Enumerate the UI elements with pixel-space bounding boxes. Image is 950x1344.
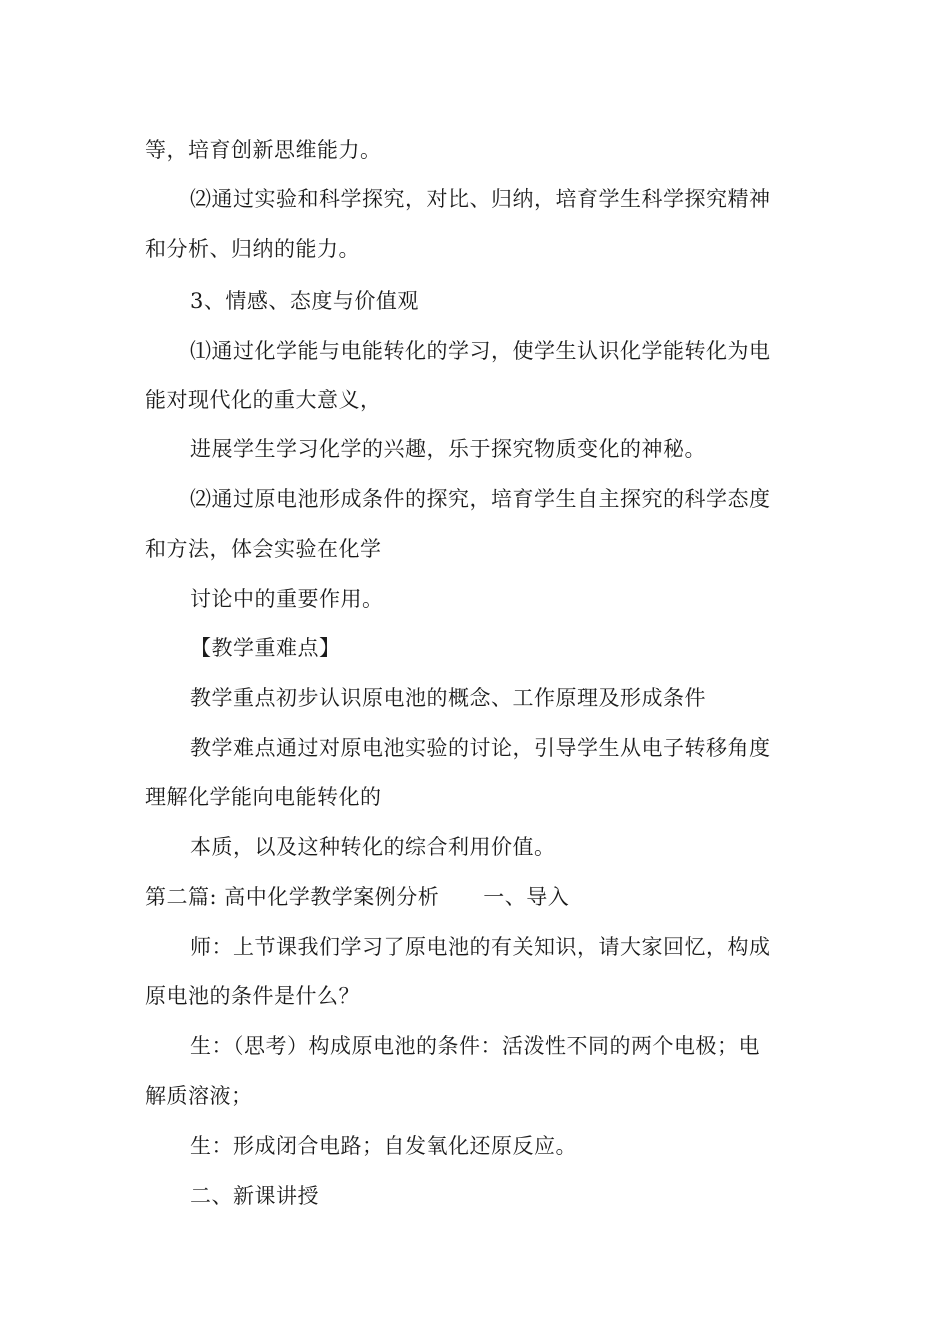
text-line: 和方法，体会实验在化学 bbox=[145, 537, 382, 561]
section-heading: 二、新课讲授 bbox=[190, 1184, 319, 1208]
text-line: ⑵通过原电池形成条件的探究，培育学生自主探究的科学态度 bbox=[190, 487, 771, 511]
text-line: 讨论中的重要作用。 bbox=[190, 587, 384, 611]
text-line: 等，培育创新思维能力。 bbox=[145, 138, 382, 162]
text-line: 解质溶液； bbox=[145, 1084, 253, 1108]
text-line: 进展学生学习化学的兴趣，乐于探究物质变化的神秘。 bbox=[190, 437, 706, 461]
section-heading: 一、导入 bbox=[483, 885, 570, 909]
text-line: 能对现代化的重大意义， bbox=[145, 388, 382, 412]
text-line: 和分析、归纳的能力。 bbox=[145, 237, 360, 261]
text-line: 理解化学能向电能转化的 bbox=[145, 785, 382, 809]
text-line: 生：形成闭合电路；自发氧化还原反应。 bbox=[190, 1134, 577, 1158]
text-line: ⑴通过化学能与电能转化的学习，使学生认识化学能转化为电 bbox=[190, 339, 771, 363]
text-line: 教学重点初步认识原电池的概念、工作原理及形成条件 bbox=[190, 686, 706, 710]
text-line: 原电池的条件是什么？ bbox=[145, 984, 360, 1008]
section-heading: 3、情感、态度与价值观 bbox=[190, 289, 419, 313]
text-line: 教学难点通过对原电池实验的讨论，引导学生从电子转移角度 bbox=[190, 736, 771, 760]
text-line: 生：（思考）构成原电池的条件：活泼性不同的两个电极；电 bbox=[190, 1034, 760, 1058]
text-line: 师：上节课我们学习了原电池的有关知识，请大家回忆，构成 bbox=[190, 935, 771, 959]
chapter-title: 第二篇: 高中化学教学案例分析 bbox=[145, 885, 440, 909]
chapter-heading-line bbox=[145, 882, 569, 912]
section-heading: 【教学重难点】 bbox=[190, 636, 341, 660]
text-line: 本质，以及这种转化的综合利用价值。 bbox=[190, 835, 556, 859]
text-line: ⑵通过实验和科学探究，对比、归纳，培育学生科学探究精神 bbox=[190, 187, 771, 211]
